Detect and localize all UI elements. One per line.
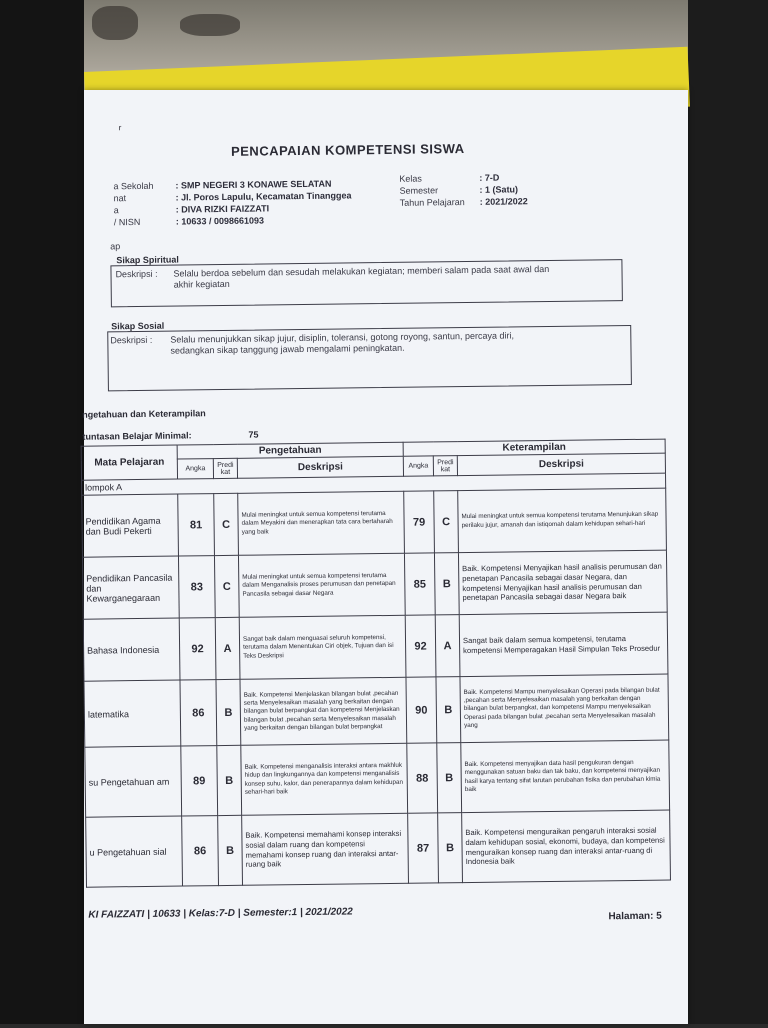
sosial-label: Deskripsi : [110,334,153,346]
p-predikat: B [216,679,241,745]
p-deskripsi: Baik. Kompetensi menganalisis interaksi antara makhluk hidup dan lingkungannya dan kompetensi menganalisis konsep suhu, kalor, dan penerapannya dalam kehidupan sehari-hari baik [241,743,408,815]
kkm-value: 75 [248,429,259,440]
header-pengetahuan: Pengetahuan [177,442,403,459]
k-angka: 90 [406,677,437,743]
p-deskripsi: Sangat baik dalam menguasai seluruh kompetensi, terutama dalam Menentukan Ciri objek, Tujuan dan isi Teks Deskripsi [239,615,406,679]
sosial-text: sedangkan sikap tanggung jawab mengalami peningkatan. [170,342,405,356]
table-row [82,488,667,557]
header-deskripsi: Deskripsi [237,456,403,478]
spiritual-label: Deskripsi : [115,268,158,280]
k-deskripsi: Sangat baik dalam semua kompetensi, terutama kompetensi Memperagakan Hasil Simpulan Teks Prosedur [459,612,668,677]
identity-value: : 2021/2022 [479,196,528,207]
k-deskripsi: Baik. Kompetensi Mampu menyelesaikan Operasi pada bilangan bulat ,pecahan serta Menyelesaikan masalah yang berkaitan dengan bilangan bulat berpangkat, dan kompetensi Mampu menyelesaikan Operasi pada bilangan bulat ,pecahan serta Menyelesaikan masalah yang [460,674,669,743]
p-deskripsi: Mulai meningkat untuk semua kompetensi terutama dalam Meyakini dan menerapkan tata cara bertaharah yang baik [238,491,405,555]
table-row [82,550,667,619]
identity-label: / NISN [113,216,141,228]
p-angka: 92 [179,618,216,680]
p-predikat: C [214,493,239,555]
p-deskripsi: Baik. Kompetensi Menjelaskan bilangan bulat ,pecahan serta Menyelesaikan masalah yang berkaitan dengan bilangan bulat berpangkat dan kompetensi Menjelaskan bilangan bulat ,pecahan serta Menyelesaikan masalah yang berkaitan dengan bilangan bulat berpangkat [240,677,407,745]
k-deskripsi: Mulai meningkat untuk semua kompetensi terutama Menunjukan sikap perilaku jujur, amanah dan istiqomah dalam kehidupan sehari-hari [458,488,667,553]
sosial-text: Selalu menunjukkan sikap jujur, disiplin, toleransi, gotong royong, santun, percaya diri, [170,330,515,345]
k-angka: 79 [404,491,435,553]
kkm-label: tuntasan Belajar Minimal: [82,430,192,442]
identity-value: : DIVA RIZKI FAIZZATI [175,203,270,215]
sosial-box [107,325,632,391]
k-angka: 87 [408,813,439,883]
table-row [86,810,671,887]
header-deskripsi: Deskripsi [457,453,665,476]
subject-name: su Pengetahuan am [85,746,182,817]
margin-mark: r [118,123,122,133]
k-predikat: B [438,813,463,883]
p-angka: 86 [180,680,217,746]
p-angka: 86 [182,816,219,886]
wall-stain [180,14,240,36]
k-angka: 92 [405,615,436,677]
spiritual-text: Selalu berdoa sebelum dan sesudah melakukan kegiatan; memberi salam pada saat awal dan [173,263,550,279]
k-predikat: B [436,677,461,743]
identity-label: Tahun Pelajaran [399,197,465,208]
sosial-heading: Sikap Sosial [111,320,165,332]
page-footer: KI FAIZZATI | 10633 | Kelas:7-D | Semester:1 | 2021/2022 [88,906,353,921]
subject-name: u Pengetahuan sial [86,816,183,887]
p-deskripsi: Baik. Kompetensi memahami konsep interaksi sosial dalam ruang dan kompetensi memahami konsep ruang dan interaksi antar-ruang baik [242,813,409,885]
spiritual-text: akhir kegiatan [173,278,230,290]
group-a-label: lompok A [82,473,666,495]
k-deskripsi: Baik. Kompetensi Menyajikan hasil analisis perumusan dan penetapan Pancasila sebagai dasar Negara, dan kompetensi Menyajikan hasil analisis perumusan dan penetapan Pancasila sebagai dasar Negara baik [458,550,667,615]
identity-label: a [113,205,119,216]
spiritual-box [110,259,622,307]
identity-label: Kelas [399,173,422,184]
k-angka: 88 [407,743,438,813]
section-b-heading: ngetahuan dan Keterampilan [82,408,206,420]
header-predikat: Predi kat [213,458,237,478]
p-predikat: A [215,617,240,679]
identity-value: : 1 (Satu) [479,184,519,195]
table-row [83,612,668,681]
table-row [85,740,670,817]
identity-label: Semester [399,185,439,196]
k-angka: 85 [404,553,435,615]
k-deskripsi: Baik. Kompetensi menguraikan pengaruh interaksi sosial dalam kehidupan sosial, ekonomi, budaya, dan kompetensi menguraikan konsep ruang dan interaksi antar-ruang di Indonesia baik [462,810,671,883]
subject-name: latematika [84,680,181,747]
header-keterampilan: Keterampilan [403,439,665,456]
background-right [688,0,768,1024]
report-page [84,90,688,1024]
identity-label: a Sekolah [113,180,154,192]
k-predikat: C [434,491,459,553]
k-deskripsi: Baik. Kompetensi menyajikan data hasil pengukuran dengan menggunakan satuan baku dan tak baku, dan kompetensi menyajikan hasil karya tentang sifat larutan perubahan fisika dan perubahan kimia baik [461,740,670,813]
page-number: Halaman: 5 [608,910,662,923]
subject-name: Bahasa Indonesia [83,618,180,681]
background-left [0,0,84,1024]
k-predikat: B [437,743,462,813]
grades-table [81,439,671,888]
identity-label: nat [113,193,127,204]
identity-value: : Jl. Poros Lapulu, Kecamatan Tinanggea [175,190,352,203]
k-predikat: A [435,615,460,677]
section-a-mark: ap [110,241,121,252]
p-predikat: B [217,745,242,815]
header-angka: Angka [177,459,213,479]
header-predikat: Predi kat [433,456,457,476]
wall-stain [92,6,138,40]
header-subject: Mata Pelajaran [81,445,177,480]
k-predikat: B [434,553,459,615]
p-angka: 81 [178,494,215,556]
identity-value: : 10633 / 0098661093 [175,215,265,227]
identity-value: : SMP NEGERI 3 KONAWE SELATAN [175,178,332,191]
subject-name: Pendidikan Agama dan Budi Pekerti [82,494,179,557]
table-row [84,674,669,747]
p-angka: 89 [181,746,218,816]
p-predikat: C [214,555,239,617]
page-title: PENCAPAIAN KOMPETENSI SISWA [230,141,465,159]
identity-value: : 7-D [479,172,500,183]
p-deskripsi: Mulai meningkat untuk semua kompetensi terutama dalam Menganalisis proses perumusan dan penetapan Pancasila sebagai dasar Negara [238,553,405,617]
subject-name: Pendidikan Pancasila dan Kewarganegaraan [82,556,179,619]
header-angka: Angka [403,456,433,476]
spiritual-heading: Sikap Spiritual [116,254,179,266]
p-angka: 83 [178,556,215,618]
p-predikat: B [218,815,243,885]
